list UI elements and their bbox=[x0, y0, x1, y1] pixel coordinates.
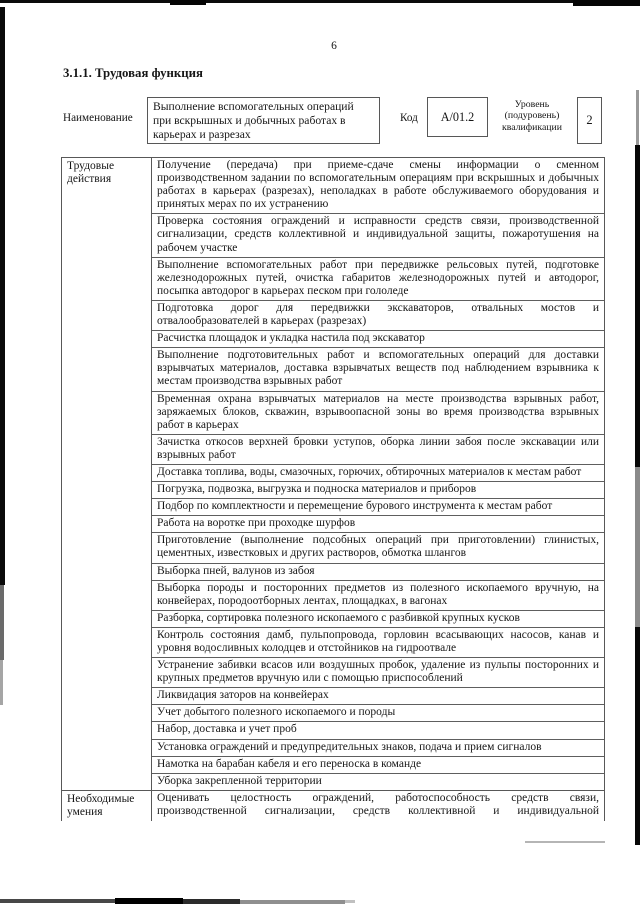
labor-action-item: Набор, доставка и учет проб bbox=[152, 722, 604, 739]
scan-edge-left bbox=[0, 7, 5, 585]
scan-edge-bottom bbox=[240, 900, 345, 904]
labor-action-item: Проверка состояния ограждений и исправности средств связи, производственной сигнализации, средств коллективной и индивидуальной защиты, пожаротушения на рабочем участке bbox=[152, 214, 604, 257]
labor-action-item: Выборка пней, валунов из забоя bbox=[152, 564, 604, 581]
scan-edge-bottom bbox=[183, 899, 240, 904]
scan-edge-right bbox=[635, 467, 640, 627]
labor-action-item: Выполнение вспомогательных работ при передвижке рельсовых путей, подготовке железнодорожных путей, очистка габаритов железнодорожных путей и автодорог, посыпка автодорог в карьерах песком при гололеде bbox=[152, 258, 604, 301]
required-skills-label: Необходимые умения bbox=[62, 791, 152, 821]
labor-action-item: Доставка топлива, воды, смазочных, горючих, обтирочных материалов к местам работ bbox=[152, 465, 604, 482]
labor-actions-label: Трудовые действия bbox=[62, 158, 152, 790]
scan-edge-left bbox=[0, 585, 4, 660]
scan-edge-bottom bbox=[345, 900, 355, 903]
function-code-label: Код bbox=[400, 112, 418, 124]
function-code-value: А/01.2 bbox=[427, 97, 488, 137]
scan-edge-top-blob bbox=[170, 0, 206, 5]
labor-action-item: Учет добытого полезного ископаемого и породы bbox=[152, 705, 604, 722]
labor-action-item: Приготовление (выполнение подсобных операций при приготовлении) глинистых, цементных, известковых и других растворов, обмотка шлангов bbox=[152, 533, 604, 563]
scan-edge-right bbox=[635, 145, 640, 467]
function-name-value: Выполнение вспомогательных операций при вскрышных и добычных работах в карьерах и разрезах bbox=[147, 97, 380, 144]
labor-action-item: Выполнение подготовительных работ и вспомогательных операций для доставки взрывчатых материалов, доставка взрывчатых веществ под наблюдением взрывника к местам производства взрывных работ bbox=[152, 348, 604, 391]
function-name-label: Наименование bbox=[63, 112, 133, 124]
labor-actions-list bbox=[152, 158, 604, 790]
required-skills-row bbox=[62, 791, 604, 821]
labor-action-item: Погрузка, подвозка, выгрузка и подноска материалов и приборов bbox=[152, 482, 604, 499]
labor-action-item: Временная охрана взрывчатых материалов на месте производства взрывных работ, заряжаемых блоков, скважин, взрывоопасной зоны во время производства взрывных работ в карьерах bbox=[152, 392, 604, 435]
labor-action-item: Расчистка площадок и укладка настила под экскаватор bbox=[152, 331, 604, 348]
labor-action-item: Получение (передача) при приеме-сдаче смены информации о сменном производственном задании по вспомогательным операциям при вскрышных и добычных работах в карьерах (разрезах), неполадках в работе обслуживаемого оборудования и принятых мерах по их устранению bbox=[152, 158, 604, 214]
qualification-level-value: 2 bbox=[577, 97, 602, 144]
required-skills-list bbox=[152, 791, 604, 821]
qualification-level-label: Уровень (подуровень) квалификации bbox=[501, 99, 563, 133]
labor-action-item: Работа на воротке при проходке шурфов bbox=[152, 516, 604, 533]
section-heading: 3.1.1. Трудовая функция bbox=[63, 66, 203, 80]
scan-edge-bottom bbox=[0, 899, 115, 903]
labor-actions-row bbox=[62, 158, 604, 791]
scan-edge-right bbox=[636, 90, 639, 145]
scan-edge-top bbox=[0, 0, 640, 3]
scan-edge-left bbox=[0, 660, 3, 705]
labor-action-item: Ликвидация заторов на конвейерах bbox=[152, 688, 604, 705]
labor-action-item: Устранение забивки всасов или воздушных пробок, удаление из пульпы посторонних и крупных предметов вручную или с помощью приспособлений bbox=[152, 658, 604, 688]
labor-action-item: Подбор по комплектности и перемещение бурового инструмента к местам работ bbox=[152, 499, 604, 516]
scan-cut-line bbox=[525, 841, 605, 843]
scan-edge-right bbox=[635, 627, 640, 845]
labor-action-item: Разборка, сортировка полезного ископаемого с разбивкой крупных кусков bbox=[152, 611, 604, 628]
labor-action-item: Зачистка откосов верхней бровки уступов, оборка линии забоя после экскавации или взрывных работ bbox=[152, 435, 604, 465]
required-skill-item: Оценивать целостность ограждений, работоспособность средств связи, производственной сигнализации, средств коллективной и индивидуальной bbox=[157, 791, 599, 817]
page-number: 6 bbox=[331, 40, 337, 52]
labor-function-table bbox=[61, 157, 605, 821]
labor-action-item: Выборка породы и посторонних предметов из полезного ископаемого вручную, на конвейерах, породоотборных лентах, площадках, в вагонах bbox=[152, 581, 604, 611]
scan-edge-bottom bbox=[115, 898, 183, 904]
scan-edge-top-blob bbox=[573, 0, 640, 6]
labor-action-item: Намотка на барабан кабеля и его переноска в команде bbox=[152, 757, 604, 774]
labor-action-item: Подготовка дорог для передвижки экскаваторов, отвальных мостов и отвалообразователей в карьерах (разрезах) bbox=[152, 301, 604, 331]
labor-action-item: Уборка закрепленной территории bbox=[157, 774, 322, 787]
labor-action-item: Контроль состояния дамб, пульпопровода, горловин всасывающих насосов, канав и уровня водосливных колодцев и отстойников на гидроотвале bbox=[152, 628, 604, 658]
labor-action-item: Установка ограждений и предупредительных знаков, подача и прием сигналов bbox=[152, 740, 604, 757]
